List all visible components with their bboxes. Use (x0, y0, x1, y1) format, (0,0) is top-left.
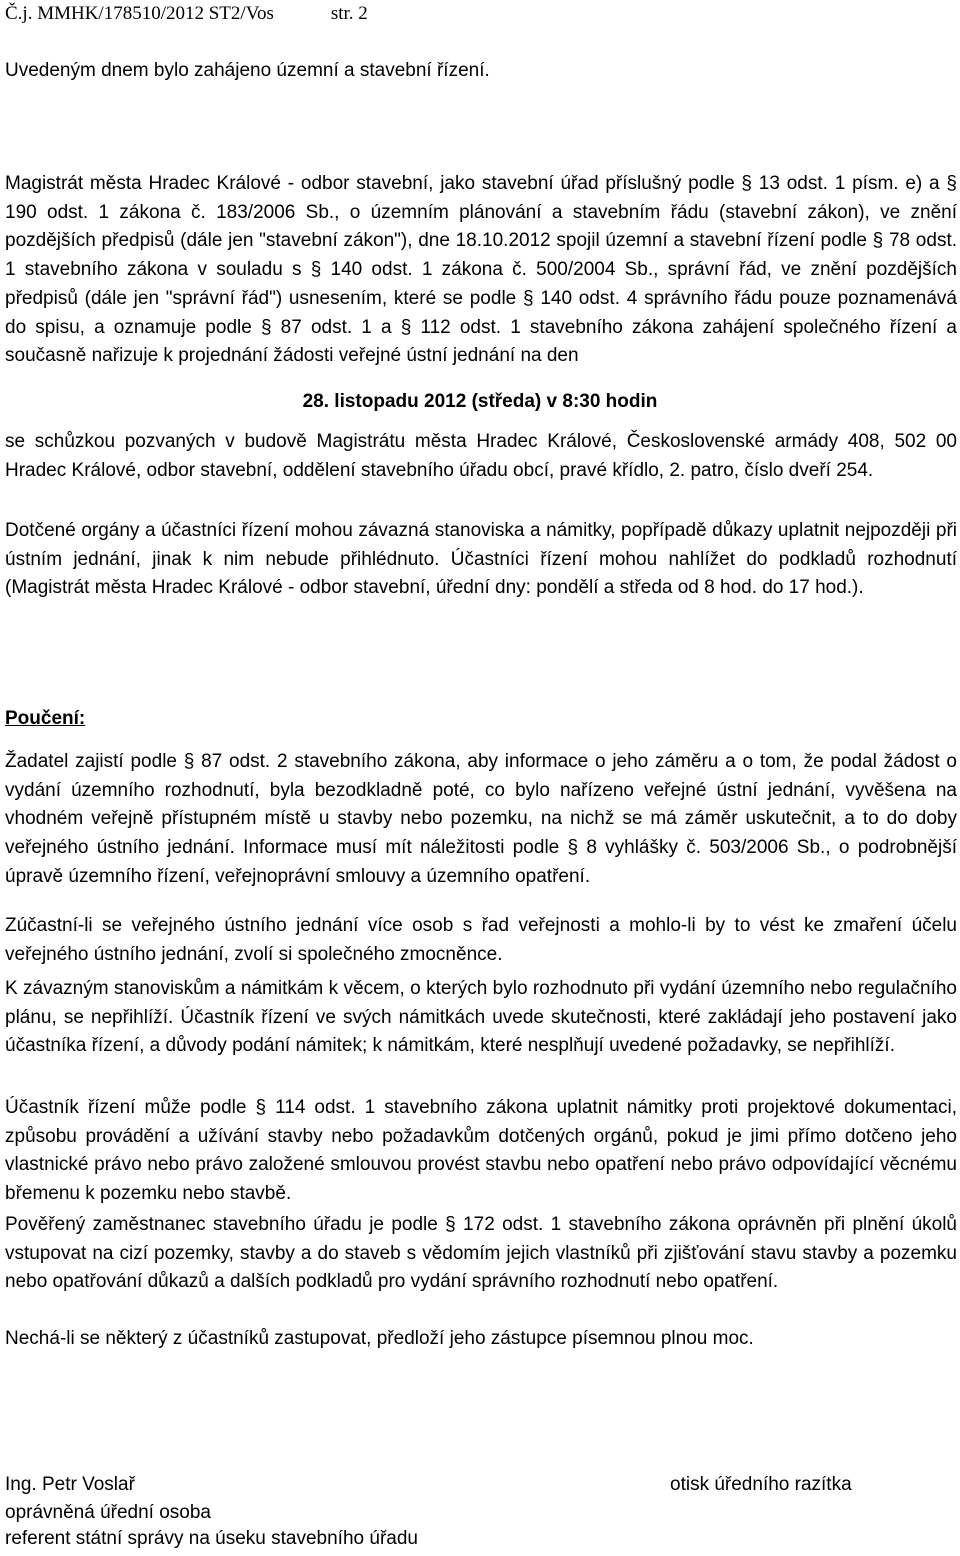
signature-position: referent státní správy na úseku stavebního úřadu (5, 1528, 418, 1549)
paragraph-objections: Dotčené orgány a účastníci řízení mohou závazná stanoviska a námitky, popřípadě důkazy uplatnit nejpozději při ústním jednání, jinak k nim nebude přihlédnuto. Účastníci řízení mohou nahlížet do podkladů rozhodnutí (Magistrát města Hradec Králové - odbor stavební, úřední dny: pondělí a středa od 8 hod. do 17 hod.). (5, 520, 957, 599)
pouceni-paragraph-5: Pověřený zaměstnanec stavebního úřadu je podle § 172 odst. 1 stavebního zákona oprávněn při plnění úkolů vstupovat na cizí pozemky, stavby a do staveb s vědomím jejich vlastníků při zjišťování stavu stavby a pozemku nebo opatřování důkazů a dalších podkladů pro vydání správního rozhodnutí nebo opatření. (5, 1214, 957, 1293)
intro-text: Uvedeným dnem bylo zahájeno územní a stavební řízení. (5, 60, 490, 81)
stamp-note: otisk úředního razítka (670, 1474, 852, 1495)
pouceni-paragraph-6: Nechá-li se některý z účastníků zastupovat, předloží jeho zástupce písemnou plnou moc. (5, 1328, 754, 1349)
paragraph-proceedings: Magistrát města Hradec Králové - odbor stavební, jako stavební úřad příslušný podle § 13 odst. 1 písm. e) a § 190 odst. 1 zákona č. 183/2006 Sb., o územním plánování a stavebním řádu (stavební zákon), ve znění pozdějších předpisů (dále jen "stavební zákon"), dne 18.10.2012 spojil územní a stavební řízení podle § 78 odst. 1 stavebního zákona v souladu s § 140 odst. 1 zákona č. 500/2004 Sb., správní řád, ve znění pozdějších předpisů (dále jen "správní řád") usnesením, které se podle § 140 odst. 4 správního řádu pouze poznamenává do spisu, a oznamuje podle § 87 odst. 1 a § 112 odst. 1 stavebního zákona zahájení společného řízení a současně nařizuje k projednání žádosti veřejné ústní jednání na den (5, 173, 957, 367)
pouceni-paragraph-1: Žadatel zajistí podle § 87 odst. 2 stavebního zákona, aby informace o jeho záměru a o tom, že podal žádost o vydání územního rozhodnutí, byla bezodkladně poté, co bylo nařízeno veřejné ústní jednání, vyvěšena na vhodném veřejně přístupném místě u stavby nebo pozemku, na nichž se má záměr uskutečnit, a to do doby veřejného ústního jednání. Informace musí mít náležitosti podle § 8 vyhlášky č. 503/2006 Sb., o podrobnější úpravě územního řízení, veřejnoprávní smlouvy a územního opatření. (5, 751, 957, 887)
page-header: Č.j. MMHK/178510/2012 ST2/Vos str. 2 (5, 3, 368, 24)
signature-role: oprávněná úřední osoba (5, 1502, 211, 1523)
signature-name: Ing. Petr Voslař (5, 1474, 135, 1495)
pouceni-heading: Poučení: (5, 708, 86, 729)
pouceni-paragraph-4: Účastník řízení může podle § 114 odst. 1 stavebního zákona uplatnit námitky proti projektové dokumentaci, způsobu provádění a užívání stavby nebo požadavkům dotčených orgánů, pokud je jimi přímo dotčeno jeho vlastnické právo nebo právo založené smlouvou provést stavbu nebo opatření nebo právo odpovídající věcnému břemenu k pozemku nebo stavbě. (5, 1097, 957, 1205)
pouceni-paragraph-2: Zúčastní-li se veřejného ústního jednání více osob s řad veřejnosti a mohlo-li by to vést ke zmaření účelu veřejného ústního jednání, zvolí si společného zmocněnce. (5, 915, 957, 965)
pouceni-paragraph-3: K závazným stanoviskům a námitkám k věcem, o kterých bylo rozhodnuto při vydání územního nebo regulačního plánu, se nepřihlíží. Účastník řízení ve svých námitkách uvede skutečnosti, které zakládají jeho postavení jako účastníka řízení, a důvody podání námitek; k námitkám, které nesplňují uvedené požadavky, se nepřihlíží. (5, 978, 957, 1057)
meeting-date: 28. listopadu 2012 (středa) v 8:30 hodin (302, 391, 658, 412)
paragraph-location: se schůzkou pozvaných v budově Magistrátu města Hradec Králové, Československé armády 408, 502 00 Hradec Králové, odbor stavební, oddělení stavebního úřadu obcí, pravé křídlo, 2. patro, číslo dveří 254. (5, 431, 957, 481)
